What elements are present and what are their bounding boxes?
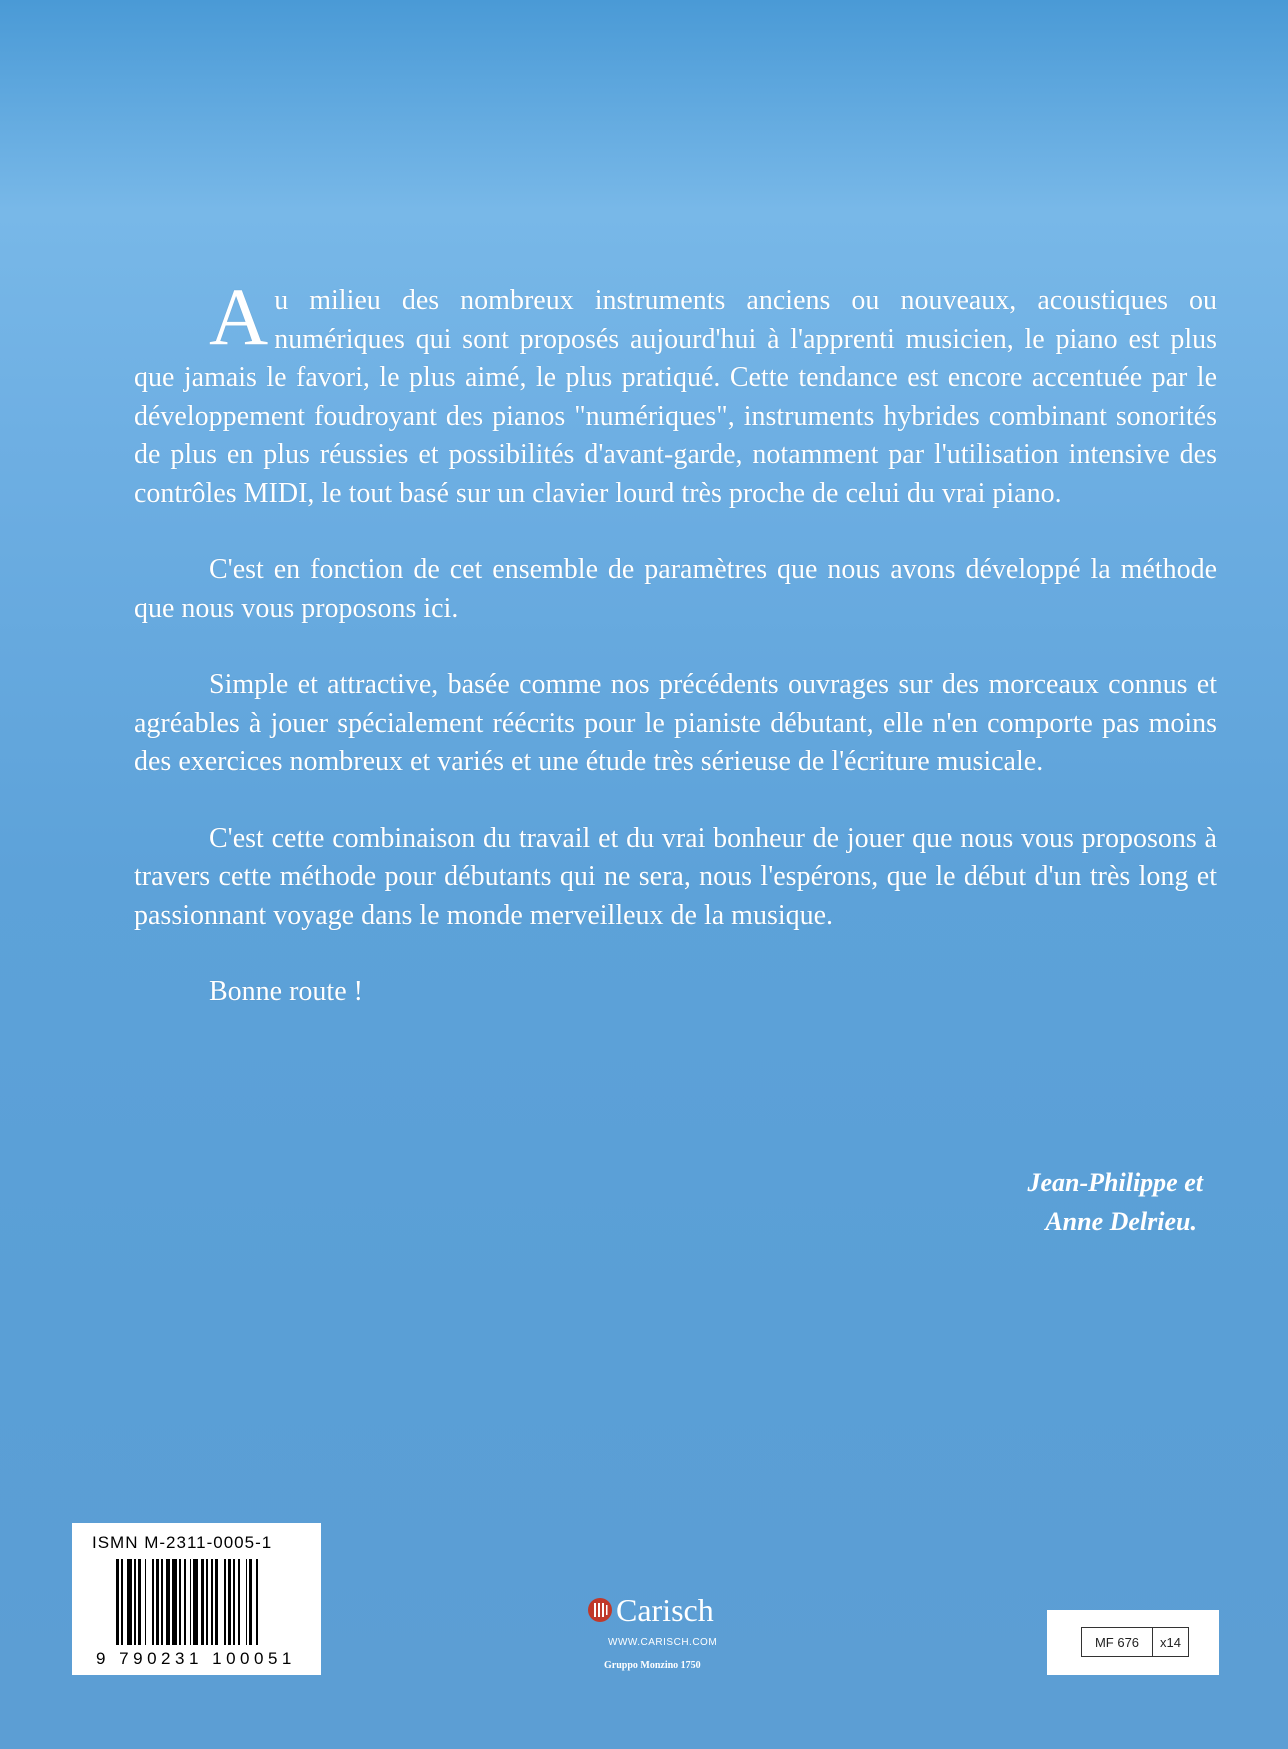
barcode-bar xyxy=(138,1559,141,1645)
barcode-bar xyxy=(127,1559,132,1645)
publisher-url: WWW.CARISCH.COM xyxy=(608,1637,718,1648)
barcode-bar xyxy=(211,1559,213,1645)
barcode-bars xyxy=(116,1559,306,1645)
paragraph-2: C'est en fonction de cet ensemble de paramètres que nous avons développé la méthode que nous vous proposons ici. xyxy=(134,554,1217,624)
barcode-digits: 9 790231 100051 xyxy=(96,1649,296,1668)
barcode-bar xyxy=(193,1559,198,1645)
barcode-bar xyxy=(201,1559,204,1645)
barcode-bar xyxy=(246,1559,248,1645)
publisher-logo xyxy=(586,1594,766,1674)
paragraph-5: Bonne route ! xyxy=(209,976,363,1007)
publisher-name: Carisch xyxy=(616,1592,714,1628)
barcode-bar xyxy=(238,1559,240,1645)
barcode-bar xyxy=(116,1559,119,1645)
barcode-bar xyxy=(121,1559,123,1645)
catalog-code-frame xyxy=(1081,1627,1189,1657)
drop-cap: A xyxy=(209,271,269,362)
barcode-bar xyxy=(206,1559,208,1645)
barcode-bar xyxy=(224,1559,226,1645)
barcode-bar xyxy=(184,1559,186,1645)
barcode-bar xyxy=(145,1559,147,1645)
barcode-label xyxy=(72,1523,321,1675)
barcode-bar xyxy=(256,1559,258,1645)
barcode-bar xyxy=(228,1559,231,1645)
catalog-label xyxy=(1047,1610,1219,1675)
barcode-bar xyxy=(134,1559,136,1645)
barcode-bar xyxy=(156,1559,159,1645)
catalog-quantity: x14 xyxy=(1160,1634,1181,1650)
signature-line-2: Anne Delrieu. xyxy=(1045,1207,1197,1236)
paragraph-1 xyxy=(134,271,1217,513)
barcode-bar xyxy=(152,1559,154,1645)
description-text xyxy=(134,271,1217,1012)
publisher-group: Gruppo Monzino 1750 xyxy=(604,1660,701,1671)
barcode-bar xyxy=(233,1559,235,1645)
barcode-bar xyxy=(161,1559,163,1645)
signature-line-1: Jean-Philippe et xyxy=(1027,1168,1203,1197)
barcode-bar xyxy=(215,1559,218,1645)
barcode-bar xyxy=(166,1559,169,1645)
ismn-number: ISMN M-2311-0005-1 xyxy=(92,1533,273,1552)
paragraph-1-text: u milieu des nombreux instruments anciens ou nouveaux, acoustiques ou numériques qui sont proposés aujourd'hui à l'apprenti musicien, le piano est plus que jamais le favori, le plus aimé, le plus pratiqué. Cette tendance est encore accentuée par le développement foudroyant des pianos "numériques", instruments hybrides combinant sonorités de plus en plus réussies et possibilités d'avant-garde, notamment par l'utilisation intensive des contrôles MIDI, le tout basé sur un clavier lourd très proche de celui du vrai piano. xyxy=(134,285,1217,509)
carisch-emblem-icon xyxy=(586,1596,614,1624)
paragraph-3: Simple et attractive, basée comme nos précédents ouvrages sur des morceaux connus et agréables à jouer spécialement réécrits pour le pianiste débutant, elle n'en comporte pas moins des exercices nombreux et variés et une étude très sérieuse de l'écriture musicale. xyxy=(134,669,1217,777)
barcode-bar xyxy=(172,1559,177,1645)
barcode-bar xyxy=(249,1559,252,1645)
catalog-code: MF 676 xyxy=(1082,1628,1153,1656)
barcode-bar xyxy=(179,1559,181,1645)
barcode-bar xyxy=(190,1559,192,1645)
author-signature xyxy=(903,1163,1203,1241)
paragraph-4: C'est cette combinaison du travail et du vrai bonheur de jouer que nous vous proposons à travers cette méthode pour débutants qui ne sera, nous l'espérons, que le début d'un très long et passionnant voyage dans le monde merveilleux de la musique. xyxy=(134,822,1217,931)
